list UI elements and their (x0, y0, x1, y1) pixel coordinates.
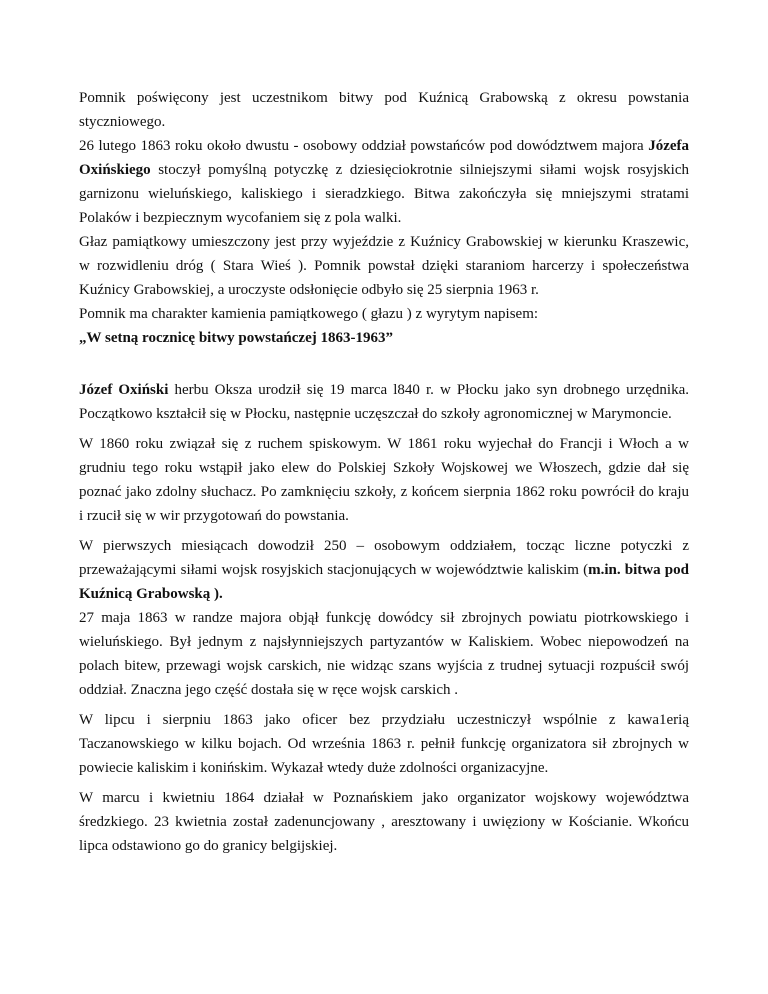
battle-text-start: 26 lutego 1863 roku około dwustu - osobowy oddział powstańców pod dowództwem majora (79, 138, 649, 154)
intro-paragraph: Pomnik poświęcony jest uczestnikom bitwy pod Kuźnicą Grabowską z okresu powstania styczniowego. (79, 90, 689, 130)
monument-location-paragraph: Głaz pamiątkowy umieszczony jest przy wyjeździe z Kuźnicy Grabowskiej w kierunku Kraszewic, w rozwidleniu dróg ( Stara Wieś ). Pomnik powstał dzięki staraniom harcerzy i społeczeństwa Kuźnicy Grabowskiej, a uroczyste odsłonięcie odbyło się 25 sierpnia 1963 r. (79, 234, 689, 298)
battle-text-end: stoczył pomyślną potyczkę z dziesięciokrotnie silniejszymi siłami wojsk rosyjskich garnizonu wieluńskiego, kaliskiego i sieradzkiego. Bitwa zakończyła się mniejszymi stratami Polaków i bezpiecznym wycofaniem się z pola walki. (79, 162, 689, 226)
inscription-text: „W setną rocznicę bitwy powstańczej 1863-1963” (79, 330, 393, 346)
bio-battle-reference: m.in. bitwa pod Kuźnicą Grabowską ). (79, 562, 689, 602)
bio-command-text: W pierwszych miesiącach dowodził 250 – osobowym oddziałem, tocząc liczne potyczki z przeważającymi siłami wojsk rosyjskich stacjonujących w województwie kaliskim ( (79, 538, 689, 578)
monument-character-paragraph: Pomnik ma charakter kamienia pamiątkowego ( głazu ) z wyrytym napisem: (79, 306, 539, 322)
document-page (79, 86, 689, 858)
bio-command-paragraph (79, 534, 689, 606)
bio-name: Józef Oxiński (79, 382, 169, 398)
bio-cavalry-paragraph: W lipcu i sierpniu 1863 jako oficer bez przydziału uczestniczył wspólnie z kawa1erią Taczanowskiego w kilku bojach. Od września 1863 r. pełnił funkcję organizatora sił zbrojnych w powiecie kaliskim i konińskim. Wykazał wtedy duże zdolności organizacyjne. (79, 712, 689, 776)
bio-major-paragraph: 27 maja 1863 w randze majora objął funkcję dowódcy sił zbrojnych powiatu piotrkowskiego i wieluńskiego. Był jednym z najsłynniejszych partyzantów w Kaliskiem. Wobec niepowodzeń na polach bitew, przewagi wojsk carskich, nie widząc szans wyjścia z trudnej sytuacji rozpuścił swój oddział. Znaczna jego część dostała się w ręce wojsk carskich . (79, 610, 689, 698)
bio-conspiracy-paragraph: W 1860 roku związał się z ruchem spiskowym. W 1861 roku wyjechał do Francji i Włoch a w grudniu tego roku wstąpił jako elew do Polskiej Szkoły Wojskowej we Włoszech, gdzie dał się poznać jako zdolny słuchacz. Po zamknięciu szkoły, z końcem sierpnia 1862 roku powrócił do kraju i rzucił się w wir przygotowań do powstania. (79, 436, 689, 524)
bio-birth-text: herbu Oksza urodził się 19 marca l840 r. w Płocku jako syn drobnego urzędnika. Początkowo kształcił się w Płocku, następnie uczęszczał do szkoły agronomicznej w Marymoncie. (79, 382, 689, 422)
commander-name: Józefa Oxińskiego (79, 138, 689, 178)
battle-paragraph (79, 134, 689, 230)
bio-birth-paragraph (79, 378, 689, 426)
bio-arrest-paragraph: W marcu i kwietniu 1864 działał w Poznańskiem jako organizator wojskowy województwa średzkiego. 23 kwietnia został zadenuncjowany , aresztowany i uwięziony w Kościanie. Wkońcu lipca odstawiono go do granicy belgijskiej. (79, 790, 689, 854)
